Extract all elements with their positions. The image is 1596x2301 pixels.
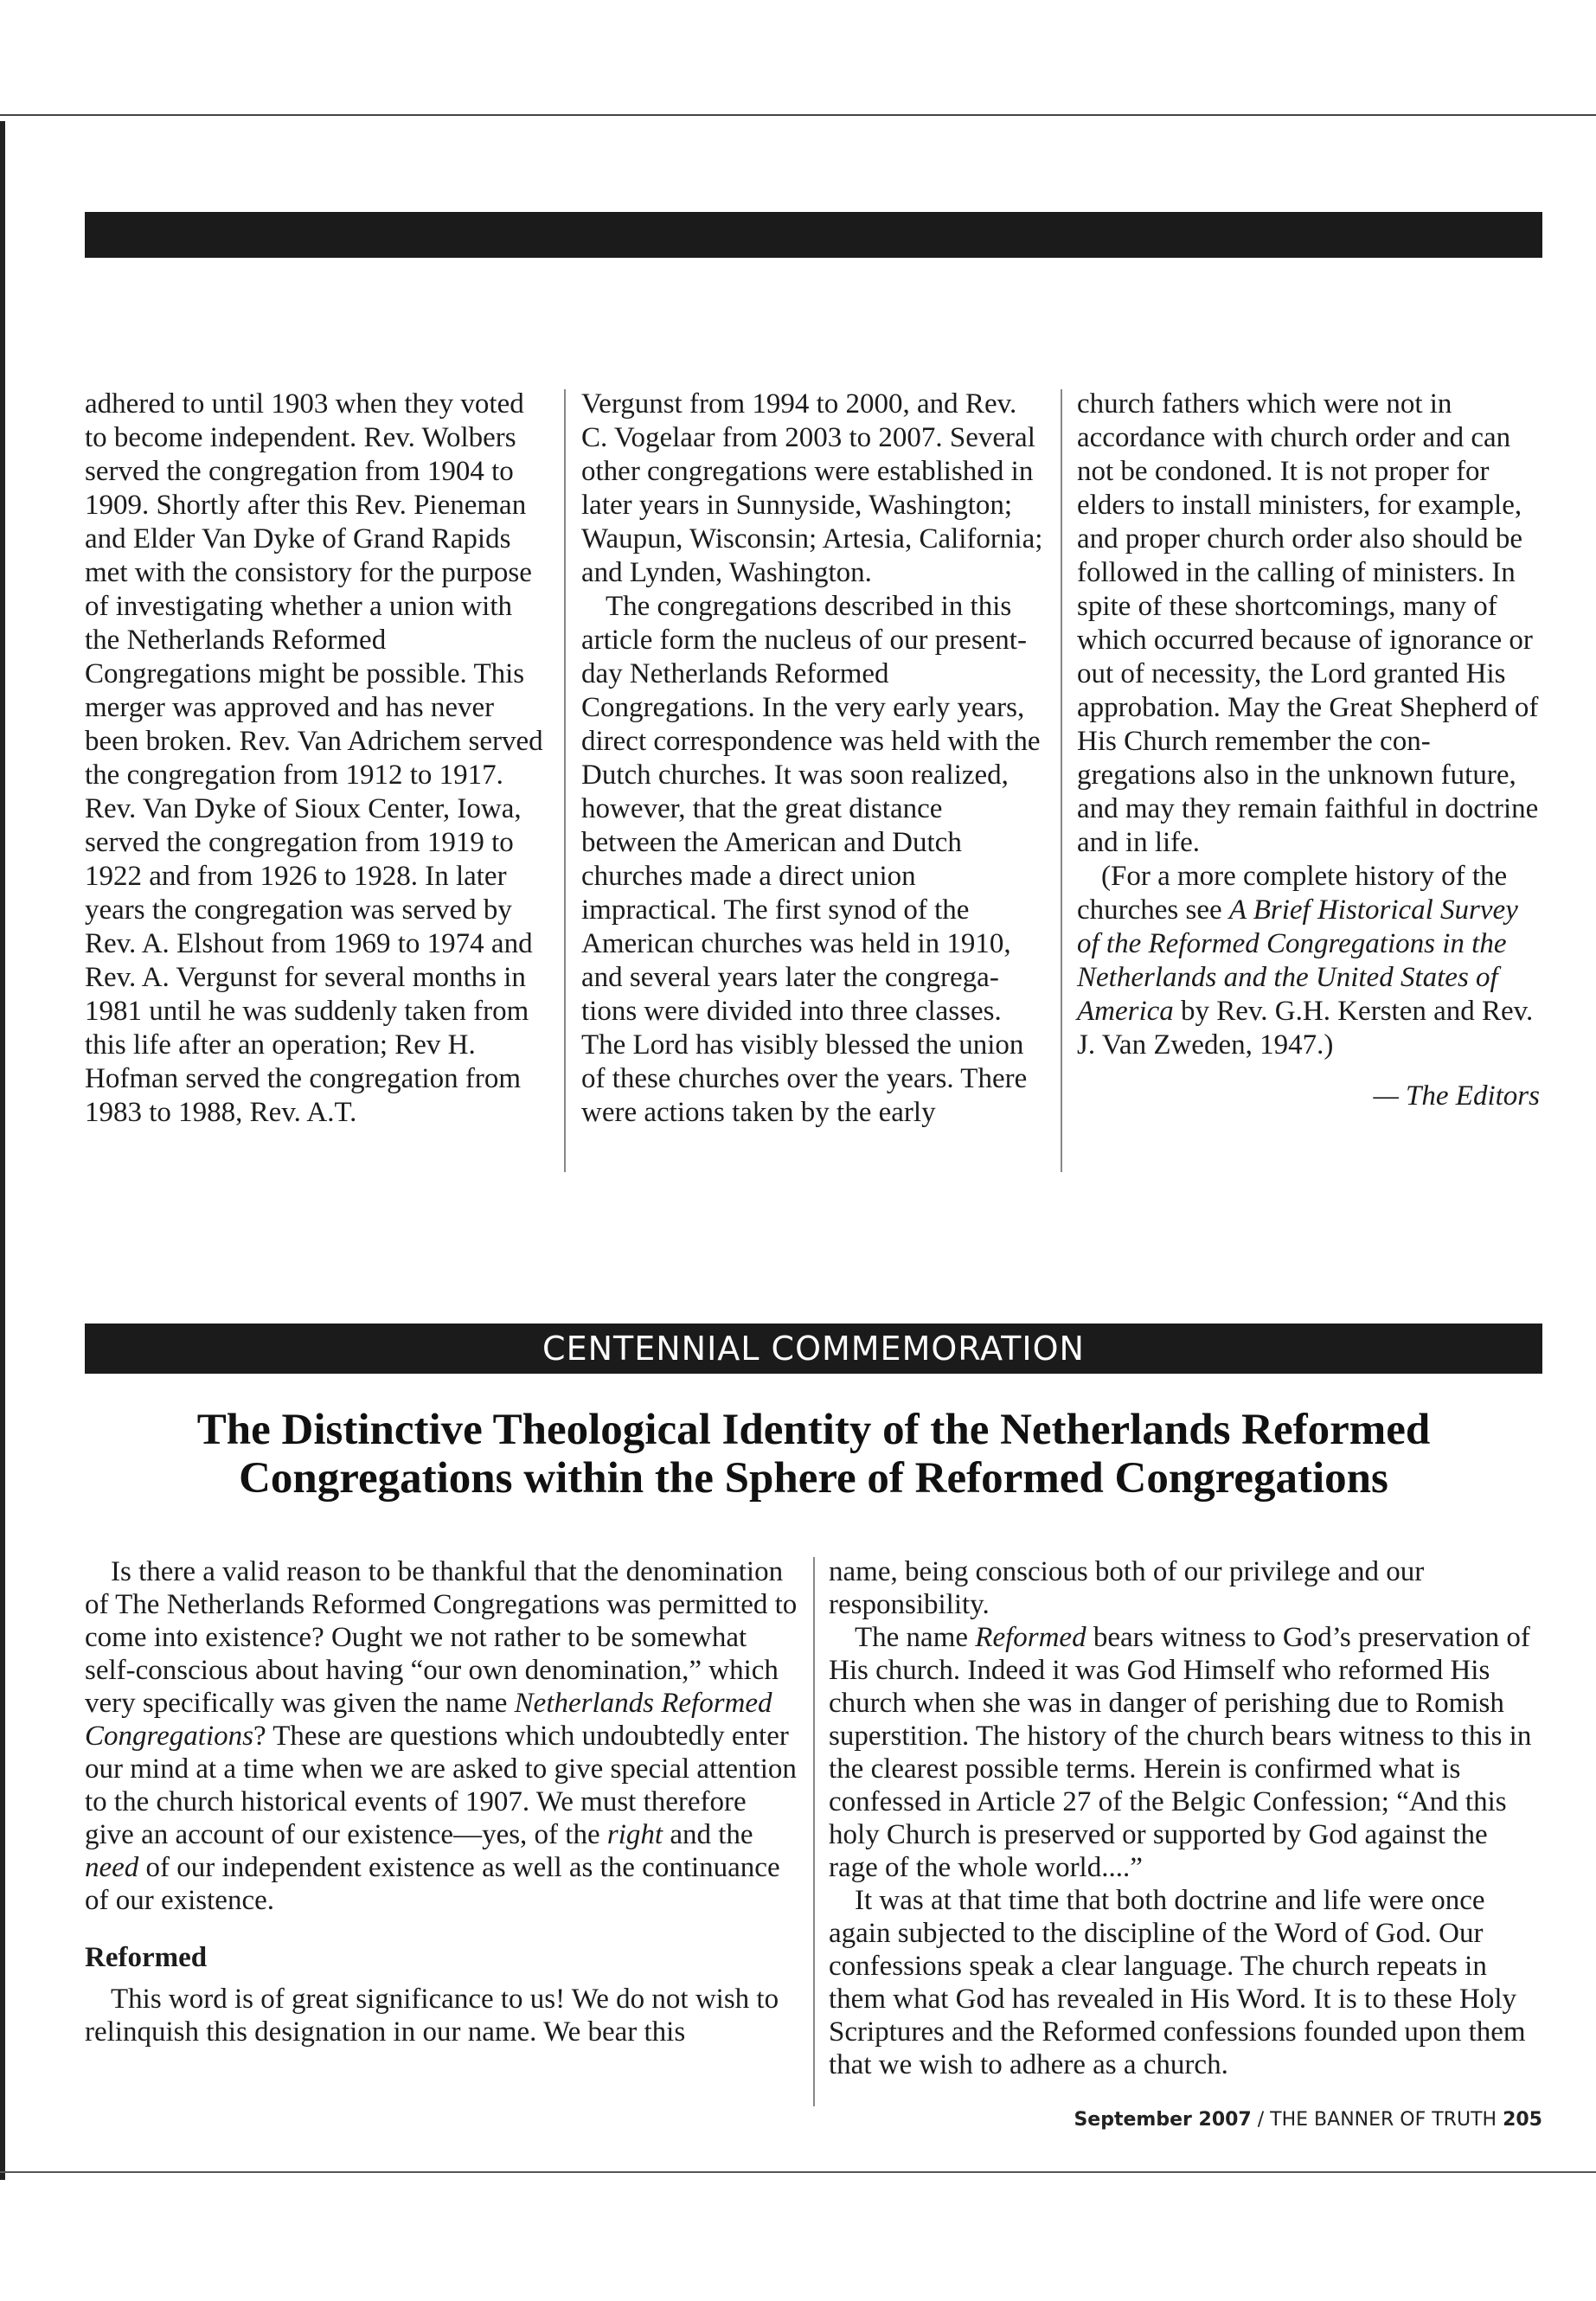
header-bar <box>85 212 1542 258</box>
article-paragraph-1 <box>85 1555 798 1917</box>
article-text: Is there a valid reason to be thankful that the denomination of The Netherlands Reformed Congregations was permitted to come into existence? Ought we not rather to be somewhat self-conscious about having “our own denomination,” which very specifically was given the name <box>85 1556 798 1719</box>
article-column-divider <box>813 1557 815 2106</box>
article-text: bears witness to God’s preservation of His church. Indeed it was God Himself who reformed His church when she was in danger of perishing due to Romish superstition. The history of the church bears witness to this in the clearest possible terms. Herein is confirmed what is confessed in Article 27 of the Belgic Confession; “And this holy Church is preserved or supported by God against the rage of the whole world....” <box>829 1622 1532 1883</box>
article-text: of our independent existence as well as the continuance of our existence. <box>85 1852 780 1916</box>
section-banner: CENTENNIAL COMMEMORATION <box>85 1324 1542 1374</box>
footer-separator: / <box>1257 2109 1265 2131</box>
article-paragraph-2: This word is of great significance to us! We do not wish to relinquish this designation in our name. We bear this <box>85 1984 779 2048</box>
article-paragraph-4 <box>829 1621 1542 1884</box>
column-3-text-a: (For a more complete history of the churches see <box>1077 861 1508 926</box>
page-footer <box>1074 2109 1542 2131</box>
top-rule <box>0 114 1596 116</box>
column-divider-2 <box>1061 389 1062 1172</box>
scan-edge <box>0 121 5 2180</box>
page-number: 205 <box>1503 2109 1542 2131</box>
footer-date: September 2007 <box>1074 2109 1252 2131</box>
article-italic: Reformed <box>975 1622 1086 1653</box>
article-text: The name <box>855 1622 976 1653</box>
article-text: ? These are questions which undoubtedly enter our mind at a time when we are asked to give special attention to the church historical events of 1907. We must therefore give an account of our existence—yes, of the <box>85 1721 797 1850</box>
footer-publication: THE BANNER OF TRUTH <box>1270 2109 1497 2131</box>
article-paragraph-3: name, being conscious both of our privilege and our responsibility. <box>829 1556 1425 1620</box>
column-3-paragraph-1: church fathers which were not in accordance with church order and can not be condoned. It is not proper for elders to install ministers, for example, and proper church order also should be followed in the calling of ministers. In spite of these shortcomings, many of which occurred because of ignorance or out of necessity, the Lord granted His approbation. May the Great Shepherd of His Church remember the congregations also in the unknown future, and may they remain faithful in doctrine and in life. <box>1077 388 1539 858</box>
column-3-text-b: by Rev. G.H. Kersten and Rev. J. Van Zweden, 1947.) <box>1077 996 1534 1061</box>
article-column-right <box>829 1555 1542 2081</box>
column-1 <box>85 388 543 1130</box>
article-text: and the <box>663 1819 753 1850</box>
column-2-paragraph-1: Vergunst from 1994 to 2000, and Rev. C. Vogelaar from 2003 to 2007. Several other congregations were established in later years in Sunnyside, Washington; Waupun, Wisconsin; Artesia, California; and Lynden, Washington. <box>581 388 1043 588</box>
column-2-paragraph-2: The congregations described in this article form the nucleus of our present-day Netherlands Reformed Congregations. In the very early years, direct correspondence was held with the Dutch churches. It was soon realized, however, that the great distance between the American and Dutch churches made a direct union impractical. The first synod of the American churches was held in 1910, and several years later the congregations were divided into three classes. The Lord has visibly blessed the union of these churches over the years. There were actions taken by the early <box>581 591 1041 1128</box>
bottom-rule <box>0 2171 1596 2173</box>
column-divider-1 <box>564 389 566 1172</box>
article-italic: need <box>85 1852 139 1883</box>
article-italic: right <box>606 1819 663 1850</box>
book-title: A Brief Historical Survey of the Reformed Congregations in the Netherlands and the United States of America <box>1077 894 1518 1027</box>
subheading: Reformed <box>85 1942 208 1973</box>
article-column-left <box>85 1555 798 2048</box>
column-3 <box>1077 388 1540 1113</box>
column-2 <box>581 388 1044 1130</box>
column-1-text: adhered to until 1903 when they voted to become independent. Rev. Wolbers served the congregation from 1904 to 1909. Shortly after this Rev. Pieneman and Elder Van Dyke of Grand Rapids met with the consistory for the purpose of investigating whether a union with the Netherlands Reformed Congregations might be possible. This merger was approved and has never been broken. Rev. Van Adrichem served the congregation from 1912 to 1917. Rev. Van Dyke of Sioux Center, Iowa, served the congregation from 1919 to 1922 and from 1926 to 1928. In later years the congregation was served by Rev. A. Elshout from 1969 to 1974 and Rev. A. Vergunst for several months in 1981 until he was suddenly taken from this life after an operation; Rev H. Hofman served the congregation from 1983 to 1988, Rev. A.T. <box>85 388 543 1128</box>
article-paragraph-5: It was at that time that both doctrine and life were once again subjected to the discipline of the Word of God. Our confessions speak a clear language. The church repeats in them what God has revealed in His Word. It is to these Holy Scriptures and the Reformed confessions founded upon them that we wish to adhere as a church. <box>829 1885 1526 2080</box>
column-3-paragraph-2 <box>1077 860 1540 1062</box>
article-title: The Distinctive Theological Identity of the Netherlands Reformed Congregations within the Sphere of Reformed Congregations <box>196 1406 1431 1503</box>
article-italic: Netherlands Reformed Congregations <box>85 1688 772 1752</box>
editors-signature: — The Editors <box>1373 1080 1540 1112</box>
